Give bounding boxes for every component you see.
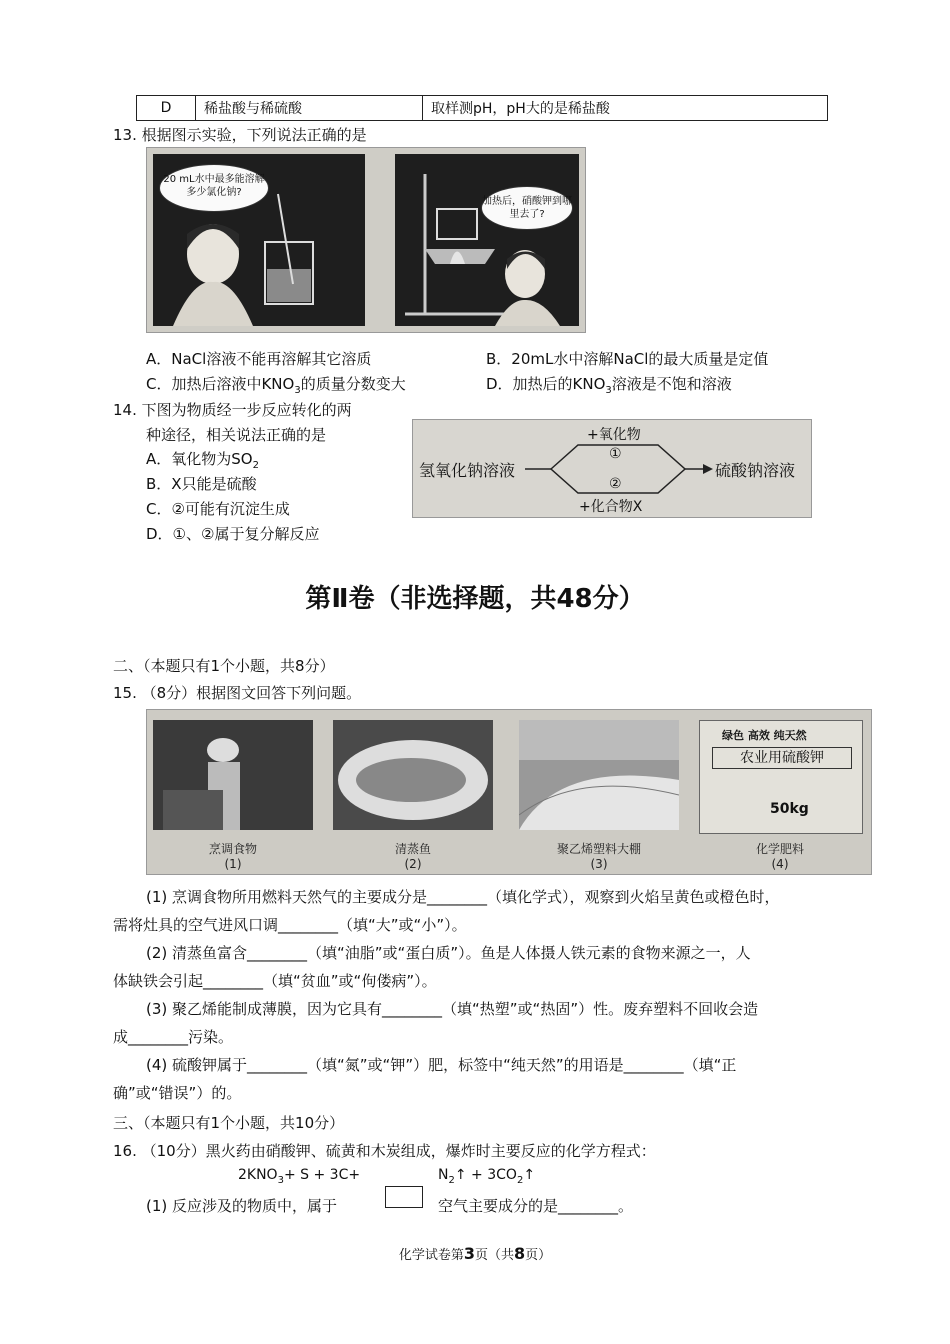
q14-stem-line2: 种途径，相关说法正确的是 bbox=[146, 426, 327, 444]
caption-2: 清蒸鱼 (2) bbox=[394, 842, 431, 871]
q14-option-d: D．①、②属于复分解反应 bbox=[146, 525, 320, 543]
caption-1: 烹调食物 (1) bbox=[208, 842, 257, 871]
q15-part2: (2) 清蒸鱼富含________（填“油脂”或“蛋白质”）。鱼是人体摄人铁元素的食物来源之一，人 体缺铁会引起________（填“贫血”或“佝偻病”）。 bbox=[113, 944, 751, 990]
caption-3: 聚乙烯塑料大棚 (3) bbox=[556, 842, 641, 871]
speech-bubble-left: 20 mL水中最多能溶解多少氯化钠? bbox=[159, 164, 269, 212]
option-table bbox=[136, 95, 828, 121]
photo-cooking bbox=[153, 720, 313, 830]
q15-part4: (4) 硫酸钾属于________（填“氮”或“钾”）肥，标签中“纯天然”的用语是________（填“正 确”或“错误”）的。 bbox=[113, 1056, 737, 1102]
q14-diagram bbox=[412, 419, 812, 518]
table-cell-letter: D bbox=[137, 96, 196, 121]
table-cell-substances: 稀盐酸与稀硫酸 bbox=[196, 96, 423, 121]
caption-4: 化学肥料 (4) bbox=[755, 842, 804, 871]
right-panel bbox=[395, 154, 579, 326]
table-cell-method: 取样测pH，pH大的是稀盐酸 bbox=[423, 96, 828, 121]
q13-option-a: A．NaCl溶液不能再溶解其它溶质 bbox=[146, 350, 372, 368]
left-panel bbox=[153, 154, 365, 326]
q16-part1-pre: (1) 反应涉及的物质中，属于 bbox=[146, 1197, 338, 1215]
q15-part3: (3) 聚乙烯能制成薄膜，因为它具有________（填“热塑”或“热固”）性。废弃塑料不回收会造 成________污染。 bbox=[113, 1000, 759, 1046]
diagram-top-label: +氧化物 bbox=[587, 427, 641, 443]
q14-option-a: A．氧化物为$SO_2$ bbox=[146, 450, 259, 471]
q13-option-b: B．20mL水中溶解NaCl的最大质量是定值 bbox=[486, 350, 769, 368]
q14-option-c: C．②可能有沉淀生成 bbox=[146, 500, 290, 518]
photo-fertilizer-bag bbox=[699, 720, 863, 834]
boy-heating-illustration bbox=[395, 154, 579, 326]
q13-option-d: D．加热后的$KNO_3$溶液是不饱和溶液 bbox=[486, 375, 732, 396]
q13-stem: 13. 根据图示实验，下列说法正确的是 bbox=[113, 126, 367, 144]
table-row bbox=[137, 96, 828, 121]
q15-stem: 15. （8分）根据图文回答下列问题。 bbox=[113, 684, 362, 702]
bag-slogan: 绿色 高效 纯天然 bbox=[722, 729, 807, 742]
equation-reactants: $2KNO_3+ S + 3C+$ bbox=[238, 1167, 361, 1186]
diagram-bottom-label: +化合物X bbox=[579, 499, 643, 515]
diagram-mark-2: ② bbox=[609, 476, 622, 492]
q14-stem-line1: 14. 下图为物质经一步反应转化的两 bbox=[113, 401, 352, 419]
photo-greenhouse bbox=[519, 720, 679, 830]
diagram-end-label: 硫酸钠溶液 bbox=[715, 461, 796, 480]
q16-part1-post: 空气主要成分的是________。 bbox=[438, 1197, 634, 1215]
q13-option-c: C．加热后溶液中$KNO_3$的质量分数变大 bbox=[146, 375, 406, 396]
q16-stem: 16. （10分）黑火药由硝酸钾、硫黄和木炭组成，爆炸时主要反应的化学方程式： bbox=[113, 1142, 656, 1160]
q13-figure bbox=[146, 147, 586, 333]
page-footer: 化学试卷第3页（共8页） bbox=[398, 1244, 552, 1263]
answer-box[interactable] bbox=[385, 1186, 423, 1208]
bag-title: 农业用硫酸钾 bbox=[712, 747, 852, 769]
q14-option-b: B．X只能是硫酸 bbox=[146, 475, 257, 493]
q15-part1: (1) 烹调食物所用燃料天然气的主要成分是________（填化学式），观察到火焰呈黄色或橙色时， 需将灶具的空气进风口调________（填“大”或“小”）。 bbox=[113, 888, 780, 934]
part3-heading: 三、（本题只有1个小题，共10分） bbox=[113, 1114, 345, 1132]
q15-figure bbox=[146, 709, 872, 875]
bag-weight: 50kg bbox=[770, 801, 809, 817]
equation-products: $N_2↑$ + $3CO_2↑$ bbox=[438, 1167, 536, 1186]
diagram-start-label: 氢氧化钠溶液 bbox=[419, 461, 516, 480]
photo-steamed-fish bbox=[333, 720, 493, 830]
diagram-mark-1: ① bbox=[609, 446, 622, 462]
part2-heading: 二、（本题只有1个小题，共8分） bbox=[113, 657, 335, 675]
speech-bubble-right: 加热后，硝酸钾到哪里去了? bbox=[481, 186, 573, 230]
section-title: 第Ⅱ卷（非选择题，共48分） bbox=[305, 584, 645, 614]
